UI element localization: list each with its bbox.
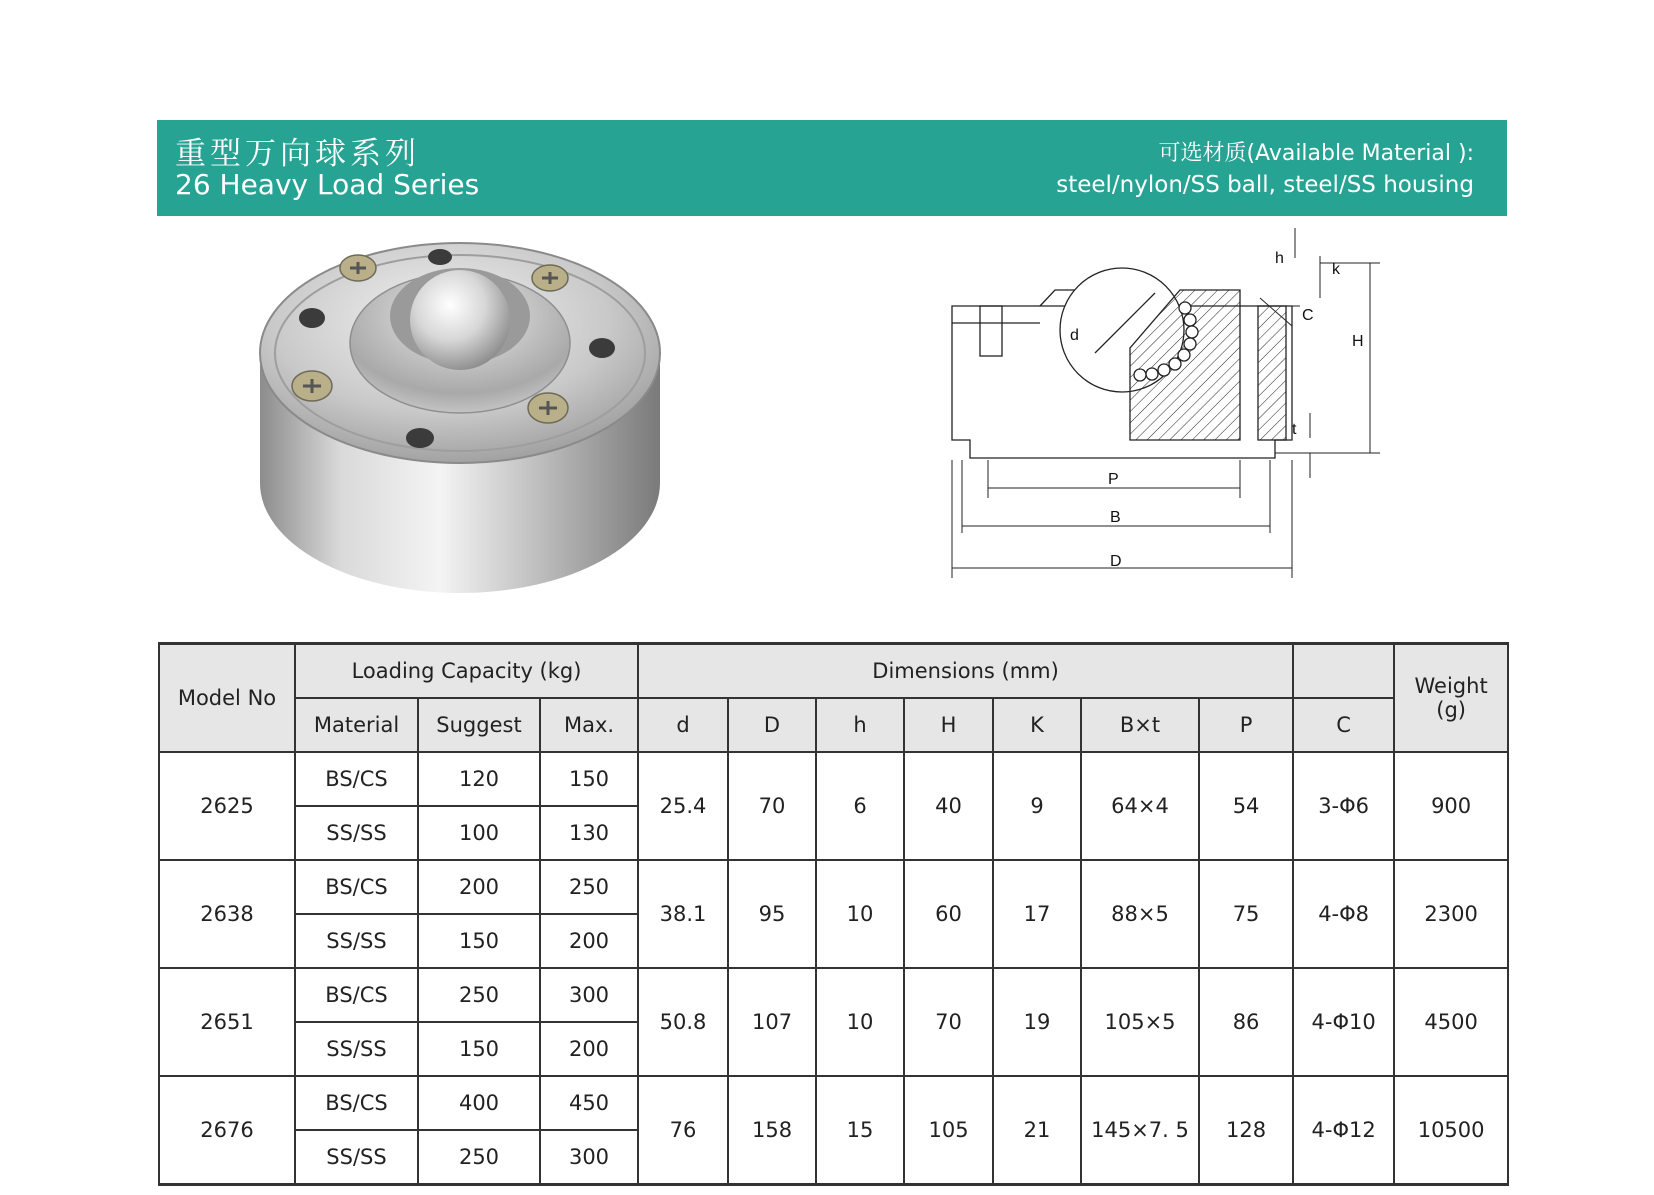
cell-C: 4-Φ12 [1293, 1076, 1394, 1185]
cell-d: 38.1 [638, 860, 728, 968]
cell-model: 2651 [159, 968, 295, 1076]
cell-suggest: 150 [418, 914, 540, 968]
cell-H: 70 [904, 968, 993, 1076]
table-row [159, 968, 1508, 1022]
label-B: B [1110, 509, 1121, 526]
table-row [159, 752, 1508, 806]
cell-Bt: 145×7. 5 [1081, 1076, 1199, 1185]
cell-suggest: 120 [418, 752, 540, 806]
cell-D: 95 [728, 860, 816, 968]
cell-h: 6 [816, 752, 904, 860]
cell-P: 54 [1199, 752, 1293, 860]
cell-material: BS/CS [295, 1076, 418, 1130]
header-d: d [638, 698, 728, 752]
label-P: P [1108, 471, 1119, 488]
label-H: H [1352, 333, 1364, 350]
cell-H: 60 [904, 860, 993, 968]
header-h: h [816, 698, 904, 752]
series-title-en: 26 Heavy Load Series [175, 168, 480, 201]
cell-material: SS/SS [295, 1130, 418, 1185]
table-row [159, 1076, 1508, 1130]
cell-max: 130 [540, 806, 638, 860]
cell-material: BS/CS [295, 860, 418, 914]
cell-model: 2625 [159, 752, 295, 860]
cell-weight: 2300 [1394, 860, 1508, 968]
cell-h: 10 [816, 860, 904, 968]
product-photo [250, 238, 670, 608]
cell-suggest: 250 [418, 1130, 540, 1185]
cell-suggest: 200 [418, 860, 540, 914]
header-H: H [904, 698, 993, 752]
label-k: k [1332, 261, 1340, 278]
header-C: C [1293, 698, 1394, 752]
cell-weight: 10500 [1394, 1076, 1508, 1185]
table-row [159, 860, 1508, 914]
cell-model: 2638 [159, 860, 295, 968]
cell-max: 300 [540, 1130, 638, 1185]
cell-suggest: 150 [418, 1022, 540, 1076]
cell-P: 75 [1199, 860, 1293, 968]
cell-material: SS/SS [295, 1022, 418, 1076]
label-D: D [1110, 553, 1122, 570]
header-Bt: B×t [1081, 698, 1199, 752]
cell-material: BS/CS [295, 968, 418, 1022]
cell-Bt: 105×5 [1081, 968, 1199, 1076]
header-material: Material [295, 698, 418, 752]
cell-C: 3-Φ6 [1293, 752, 1394, 860]
cell-material: SS/SS [295, 806, 418, 860]
cell-model: 2676 [159, 1076, 295, 1185]
header-model-no: Model No [159, 644, 295, 753]
cell-suggest: 100 [418, 806, 540, 860]
header-D: D [728, 698, 816, 752]
cell-H: 105 [904, 1076, 993, 1185]
cell-max: 250 [540, 860, 638, 914]
cell-K: 9 [993, 752, 1081, 860]
cell-max: 200 [540, 914, 638, 968]
label-h: h [1275, 250, 1284, 267]
cell-material: BS/CS [295, 752, 418, 806]
cell-P: 128 [1199, 1076, 1293, 1185]
label-c: C [1302, 307, 1314, 324]
cell-suggest: 400 [418, 1076, 540, 1130]
cell-max: 450 [540, 1076, 638, 1130]
cell-D: 70 [728, 752, 816, 860]
header-dimensions: Dimensions (mm) [638, 644, 1293, 699]
cell-C: 4-Φ10 [1293, 968, 1394, 1076]
cell-Bt: 88×5 [1081, 860, 1199, 968]
label-d: d [1070, 327, 1079, 344]
cell-D: 107 [728, 968, 816, 1076]
cell-Bt: 64×4 [1081, 752, 1199, 860]
material-label: 可选材质(Available Material ): [1158, 141, 1474, 166]
cell-d: 76 [638, 1076, 728, 1185]
cell-max: 200 [540, 1022, 638, 1076]
header-K: K [993, 698, 1081, 752]
label-t: t [1292, 421, 1297, 438]
cell-weight: 900 [1394, 752, 1508, 860]
cell-d: 50.8 [638, 968, 728, 1076]
cell-h: 15 [816, 1076, 904, 1185]
cell-K: 19 [993, 968, 1081, 1076]
cell-material: SS/SS [295, 914, 418, 968]
cell-C: 4-Φ8 [1293, 860, 1394, 968]
cell-weight: 4500 [1394, 968, 1508, 1076]
cell-max: 300 [540, 968, 638, 1022]
cell-K: 21 [993, 1076, 1081, 1185]
material-value: steel/nylon/SS ball, steel/SS housing [1056, 172, 1474, 198]
header-max: Max. [540, 698, 638, 752]
cell-H: 40 [904, 752, 993, 860]
technical-drawing [940, 228, 1440, 598]
header-P: P [1199, 698, 1293, 752]
series-title-cn: 重型万向球系列 [175, 136, 420, 172]
cell-d: 25.4 [638, 752, 728, 860]
cell-suggest: 250 [418, 968, 540, 1022]
cell-P: 86 [1199, 968, 1293, 1076]
header-loading-capacity: Loading Capacity (kg) [295, 644, 638, 699]
cell-D: 158 [728, 1076, 816, 1185]
cell-K: 17 [993, 860, 1081, 968]
header-c-top [1293, 644, 1394, 699]
series-banner [157, 120, 1507, 216]
header-suggest: Suggest [418, 698, 540, 752]
spec-table [158, 642, 1509, 1186]
cell-max: 150 [540, 752, 638, 806]
header-weight: Weight (g) [1394, 644, 1508, 753]
cell-h: 10 [816, 968, 904, 1076]
